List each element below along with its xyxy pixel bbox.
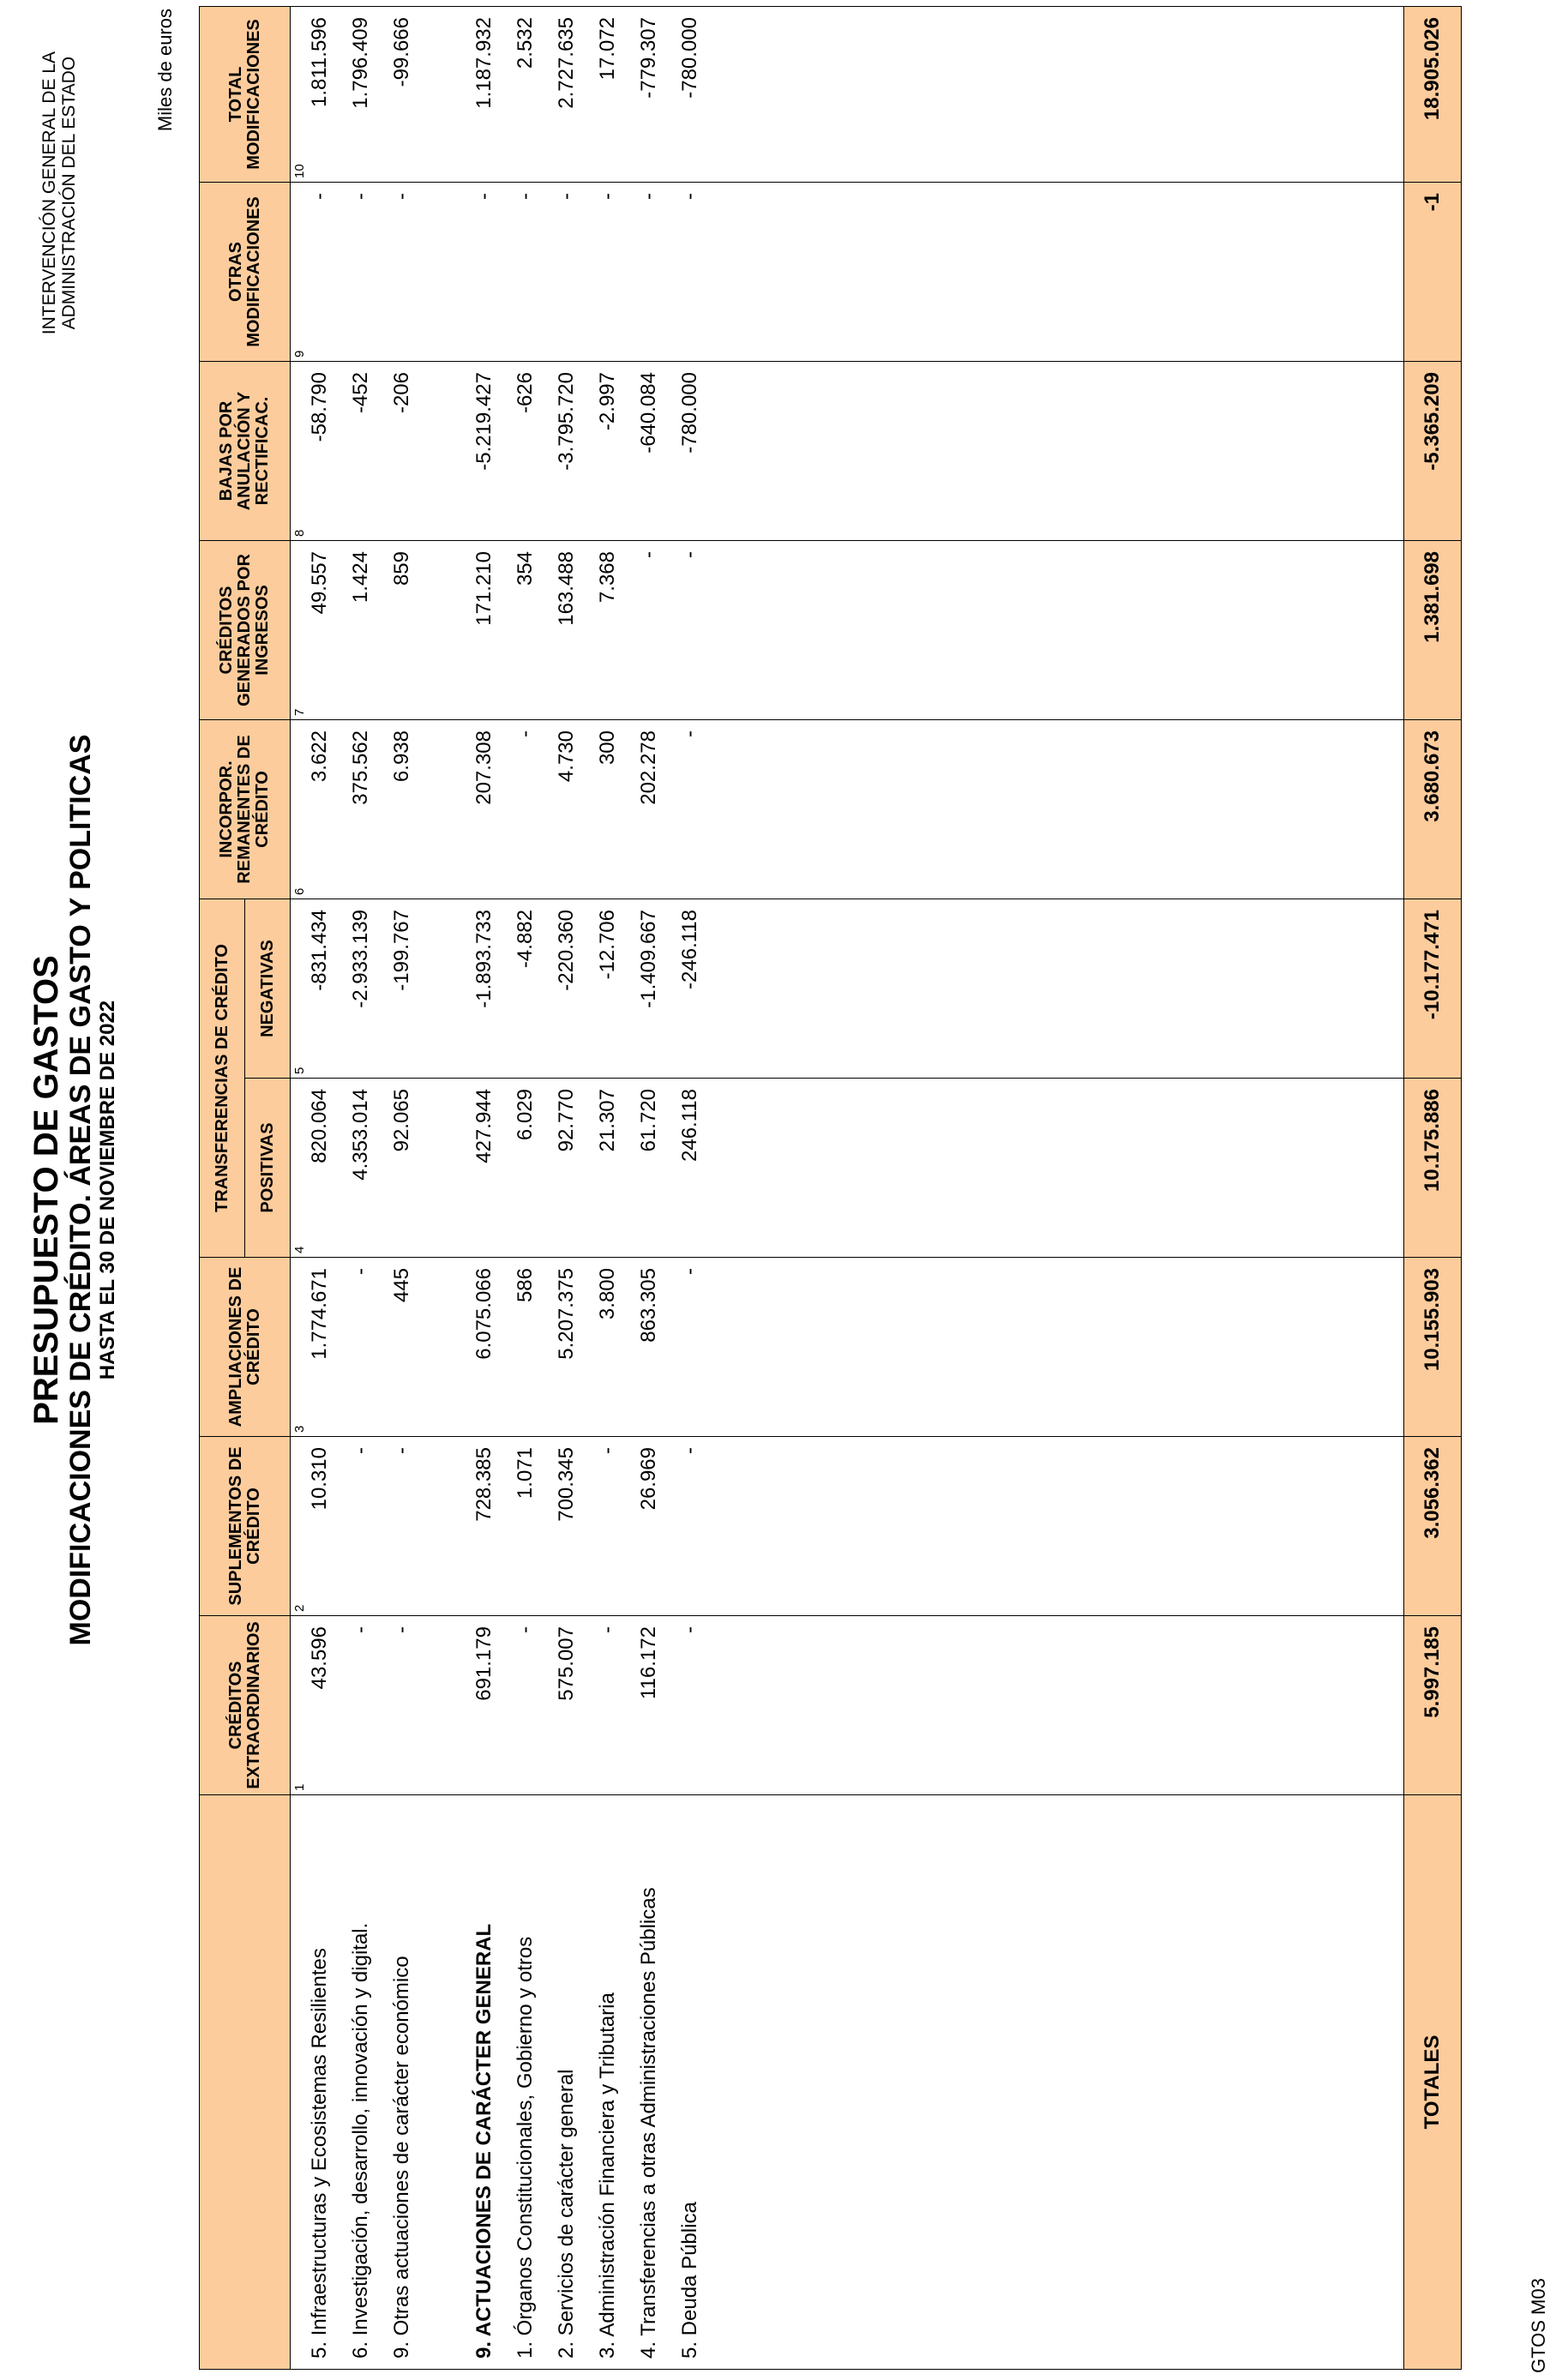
value-column-3 [291,1258,1404,1437]
cell-value: -640.084 [637,372,660,454]
cell-value: -5.219.427 [472,372,496,471]
header-c9: OTRAS MODIFICACIONES [200,183,291,362]
cell-value: -2.997 [596,372,619,431]
column-number: 1 [292,1783,307,1791]
header-c8: BAJAS POR ANULACIÓN Y RECTIFICAC. [200,362,291,541]
total-value: -1 [1404,183,1462,362]
cell-value: 92.065 [390,1089,413,1152]
cell-value: - [555,193,578,200]
spacer [423,730,464,899]
total-value: 3.680.673 [1404,720,1462,899]
totals-label: TOTALES [1404,1795,1462,2370]
cell-value: - [514,193,537,200]
cell-value: 17.072 [596,17,619,81]
cell-value: - [308,193,331,200]
cell-value: -1.409.667 [637,910,660,1008]
cell-value: - [637,551,660,558]
report-title-block [27,0,120,2380]
cell-value: -780.000 [678,372,701,454]
cell-value: -220.360 [555,910,578,991]
cell-value: -99.666 [390,17,413,87]
value-column-2 [291,1437,1404,1616]
header-c10: TOTAL MODIFICACIONES [200,7,291,183]
column-number: 4 [292,1246,307,1253]
row-label: 1. Órganos Constitucionales, Gobierno y otros [514,1936,537,2359]
cell-value: 586 [514,1268,537,1303]
spacer [423,193,464,361]
spacer [423,1447,464,1615]
cell-value: 3.800 [596,1268,619,1320]
spacer [423,1268,464,1436]
spacer [423,551,464,719]
cell-value: 4.730 [555,730,578,783]
cell-value: 427.944 [472,1089,496,1163]
row-label: 5. Deuda Pública [678,2202,701,2359]
header-label-cell [200,1795,291,2370]
cell-value: 2.727.635 [555,17,578,109]
cell-value: - [514,1626,537,1633]
total-value: 5.997.185 [1404,1616,1462,1795]
cell-value: - [596,1447,619,1454]
cell-value: 163.488 [555,551,578,626]
column-number: 2 [292,1604,307,1612]
cell-value: 575.007 [555,1626,578,1701]
report-subtitle: MODIFICACIONES DE CRÉDITO. ÁREAS DE GASTO Y POLITICAS [64,734,97,1646]
report-date: HASTA EL 30 DE NOVIEMBRE DE 2022 [96,1000,120,1380]
column-number: 9 [292,350,307,358]
row-label: 9. Otras actuaciones de carácter económico [390,1956,413,2359]
column-number: 10 [292,164,307,178]
header-transfers: TRANSFERENCIAS DE CRÉDITO [200,899,245,1258]
cell-value: -2.933.139 [349,910,372,1008]
total-value: 10.155.903 [1404,1258,1462,1437]
row-label-section: 9. ACTUACIONES DE CARÁCTER GENERAL [472,1923,496,2359]
cell-value: 300 [596,730,619,766]
cell-value: - [678,1447,701,1454]
cell-value: 26.969 [637,1447,660,1511]
cell-value: -199.767 [390,910,413,991]
cell-value: 2.532 [514,17,537,69]
report-title: PRESUPUESTO DE GASTOS [27,955,65,1425]
cell-value: -779.307 [637,17,660,99]
cell-value: -626 [514,372,537,414]
cell-value: 354 [514,551,537,586]
row-label: 2. Servicios de carácter general [555,2069,578,2359]
cell-value: -3.795.720 [555,372,578,471]
cell-value: - [637,193,660,200]
cell-value: -12.706 [596,910,619,980]
spacer [423,910,464,1078]
cell-value: 171.210 [472,551,496,626]
cell-value: - [349,1626,372,1633]
cell-value: 6.938 [390,730,413,783]
cell-value: 92.770 [555,1089,578,1152]
cell-value: - [678,1268,701,1275]
cell-value: 10.310 [308,1447,331,1511]
form-code: GTOS M03 [1528,2278,1549,2373]
header-c5: NEGATIVAS [245,899,291,1079]
value-column-6 [291,720,1404,899]
row-label: 4. Transferencias a otras Administraciones Públicas [637,1887,660,2359]
cell-value: - [596,193,619,200]
header-c3: AMPLIACIONES DE CRÉDITO [200,1258,291,1437]
cell-value: -246.118 [678,910,701,989]
cell-value: - [596,1626,619,1633]
cell-value: -780.000 [678,17,701,99]
column-number: 6 [292,887,307,895]
total-value: -10.177.471 [1404,899,1462,1079]
cell-value: 1.796.409 [349,17,372,109]
spacer [423,1795,464,2359]
cell-value: 4.353.014 [349,1089,372,1181]
cell-value: - [678,730,701,737]
modifications-table [199,6,1462,2370]
value-column-9 [291,183,1404,362]
cell-value: 246.118 [678,1089,701,1162]
cell-value: 1.187.932 [472,17,496,109]
header-c6: INCORPOR. REMANENTES DE CRÉDITO [200,720,291,899]
cell-value: -58.790 [308,372,331,442]
cell-value: 691.179 [472,1626,496,1701]
org-line-2: ADMINISTRACIÓN DEL ESTADO [59,56,80,330]
cell-value: - [390,193,413,200]
units-label: Miles de euros [154,9,176,132]
totals-row [1404,7,1462,2370]
total-value: 3.056.362 [1404,1437,1462,1616]
value-column-1 [291,1616,1404,1795]
column-number: 5 [292,1067,307,1074]
cell-value: 3.622 [308,730,331,783]
cell-value: 1.071 [514,1447,537,1500]
row-label: 5. Infraestructuras y Ecosistemas Resilientes [308,1948,331,2359]
value-column-4 [291,1079,1404,1258]
cell-value: - [678,551,701,558]
cell-value: 1.774.671 [308,1268,331,1360]
value-column-5 [291,899,1404,1079]
cell-value: - [678,1626,701,1633]
cell-value: - [678,193,701,200]
header-row [200,7,245,2370]
header-c1: CRÉDITOS EXTRAORDINARIOS [200,1616,291,1795]
cell-value: -452 [349,372,372,414]
cell-value: -4.882 [514,910,537,969]
spacer [423,372,464,540]
column-number: 8 [292,529,307,537]
value-column-10 [291,7,1404,183]
header-c7: CRÉDITOS GENERADOS POR INGRESOS [200,541,291,720]
cell-value: 202.278 [637,730,660,805]
cell-value: - [349,1268,372,1275]
cell-value: 700.345 [555,1447,578,1522]
cell-value: 7.368 [596,551,619,604]
total-value: 1.381.698 [1404,541,1462,720]
cell-value: -206 [390,372,413,414]
cell-value: - [349,1447,372,1454]
cell-value: - [472,193,496,200]
organization [39,51,79,334]
cell-value: -831.434 [308,910,331,991]
row-labels-cell [291,1795,1404,2370]
body-row [291,7,1404,2370]
cell-value: 863.305 [637,1268,660,1343]
cell-value: 859 [390,551,413,586]
value-column-7 [291,541,1404,720]
row-label: 6. Investigación, desarrollo, innovación y digital. [349,1922,372,2359]
org-line-1: INTERVENCIÓN GENERAL DE LA [39,51,59,335]
cell-value: 6.075.066 [472,1268,496,1360]
cell-value: 728.385 [472,1447,496,1522]
value-column-8 [291,362,1404,541]
total-value: -5.365.209 [1404,362,1462,541]
column-number: 7 [292,708,307,716]
cell-value: 43.596 [308,1626,331,1690]
cell-value: 445 [390,1268,413,1303]
cell-value: 820.064 [308,1089,331,1163]
cell-value: -1.893.733 [472,910,496,1008]
row-label: 3. Administración Financiera y Tributaria [596,1992,619,2359]
cell-value: 375.562 [349,730,372,805]
cell-value: 5.207.375 [555,1268,578,1360]
cell-value: 207.308 [472,730,496,805]
cell-value: 116.172 [637,1626,660,1699]
cell-value: - [349,193,372,200]
spacer [423,1089,464,1257]
header-c4: POSITIVAS [245,1079,291,1258]
total-value: 18.905.026 [1404,7,1462,183]
cell-value: 6.029 [514,1089,537,1141]
cell-value: - [514,730,537,737]
cell-value: - [390,1447,413,1454]
column-number: 3 [292,1425,307,1433]
spacer [423,17,464,182]
cell-value: 1.424 [349,551,372,604]
cell-value: 1.811.596 [308,17,331,107]
cell-value: 49.557 [308,551,331,615]
total-value: 10.175.886 [1404,1079,1462,1258]
header-c2: SUPLEMENTOS DE CRÉDITO [200,1437,291,1616]
cell-value: - [390,1626,413,1633]
cell-value: 61.720 [637,1089,660,1152]
cell-value: 21.307 [596,1089,619,1152]
spacer [423,1626,464,1794]
